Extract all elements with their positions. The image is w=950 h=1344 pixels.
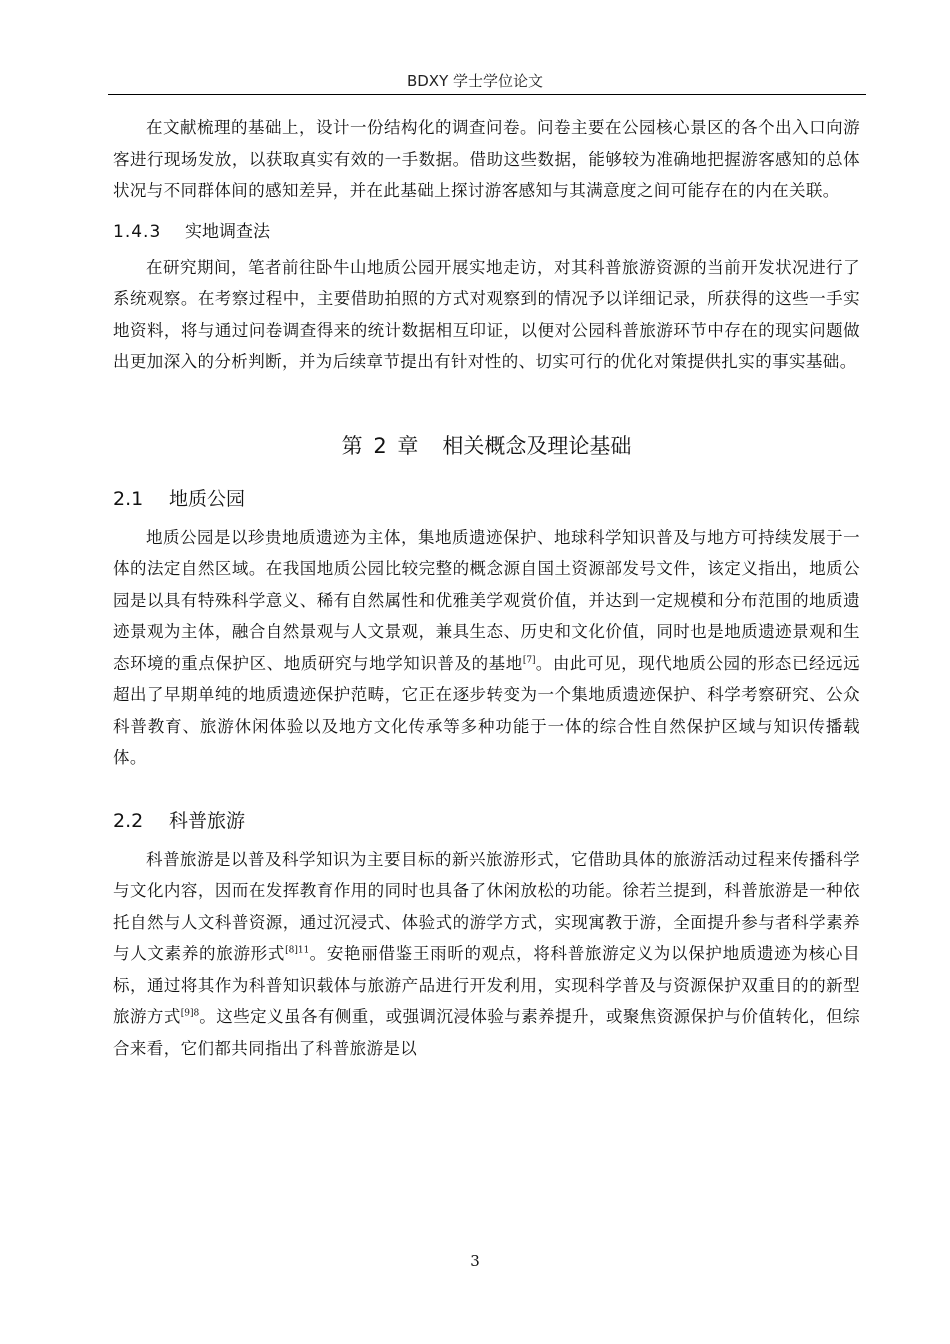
chapter-number: 第 2 章	[341, 433, 421, 458]
heading-2-1	[113, 482, 860, 516]
text-run: 地质公园是以珍贵地质遗迹为主体，集地质遗迹保护、地球科学知识普及与地方可持续发展于一体的法定自然区域。在我国地质公园比较完整的概念源自国土资源部发号文件，该定义指出，地质公园是以具有特殊科学意义、稀有自然属性和优雅美学观赏价值，并达到一定规模和分布范围的地质遗迹景观为主体，融合自然景观与人文景观，兼具生态、历史和文化价值，同时也是地质遗迹景观和生态环境的重点保护区、地质研究与地学知识普及的基地	[113, 527, 860, 673]
heading-number: 1.4.3	[113, 221, 162, 242]
paragraph-geopark	[113, 522, 860, 774]
chapter-title: 相关概念及理论基础	[442, 433, 632, 458]
text-run: 科普旅游是以普及科学知识为主要目标的新兴旅游形式，它借助具体的旅游活动过程来传播科学与文化内容，因而在发挥教育作用的同时也具备了休闲放松的功能。徐若兰提到，科普旅游是一种依托自然与人文科普资源，通过沉浸式、体验式的游学方式，实现寓教于游，全面提升参与者科学素养与人文素养的旅游形式	[113, 849, 860, 963]
heading-title: 地质公园	[169, 487, 246, 510]
heading-2-2	[113, 804, 860, 838]
heading-number: 2.2	[113, 809, 144, 832]
header-divider	[108, 94, 866, 95]
citation: [9]8	[180, 1008, 200, 1019]
text-run: 。由此可见，现代地质公园的形态已经远远超出了早期单纯的地质遗迹保护范畴，它正在逐步转变为一个集地质遗迹保护、科学考察研究、公众科普教育、旅游休闲体验以及地方文化传承等多种功能于一体的综合性自然保护区域与知识传播载体。	[113, 653, 860, 767]
heading-title: 实地调查法	[185, 221, 270, 242]
paragraph-field-survey: 在研究期间，笔者前往卧牛山地质公园开展实地走访，对其科普旅游资源的当前开发状况进行了系统观察。在考察过程中，主要借助拍照的方式对观察到的情况予以详细记录，所获得的这些一手实地资料，将与通过问卷调查得来的统计数据相互印证，以便对公园科普旅游环节中存在的现实问题做出更加深入的分析判断，并为后续章节提出有针对性的、切实可行的优化对策提供扎实的事实基础。	[113, 257, 860, 371]
paragraph-science-tourism	[113, 844, 860, 1065]
heading-1-4-3	[113, 217, 860, 248]
heading-number: 2.1	[113, 487, 144, 510]
page-body	[113, 112, 860, 1064]
citation: [8]11	[285, 945, 310, 956]
page-number: 3	[470, 1252, 480, 1270]
chapter-2-title	[113, 426, 860, 466]
text-run: 。安艳丽借鉴王雨昕的观点，将科普旅游定义为以保护地质遗迹为核心目标，通过将其作为科普知识载体与旅游产品进行开发利用，实现科学普及与资源保护双重目的的新型旅游方式	[113, 944, 860, 1026]
citation: [7]	[522, 655, 536, 665]
text-run: 。这些定义虽各有侧重，或强调沉浸体验与素养提升，或聚焦资源保护与价值转化，但综合来看，它们都共同指出了科普旅游是以	[113, 1007, 860, 1058]
paragraph-questionnaire: 在文献梳理的基础上，设计一份结构化的调查问卷。问卷主要在公园核心景区的各个出入口向游客进行现场发放，以获取真实有效的一手数据。借助这些数据，能够较为准确地把握游客感知的总体状况与不同群体间的感知差异，并在此基础上探讨游客感知与其满意度之间可能存在的内在关联。	[113, 118, 860, 200]
header-title: BDXY 学士学位论文	[406, 72, 544, 90]
heading-title: 科普旅游	[169, 809, 246, 832]
